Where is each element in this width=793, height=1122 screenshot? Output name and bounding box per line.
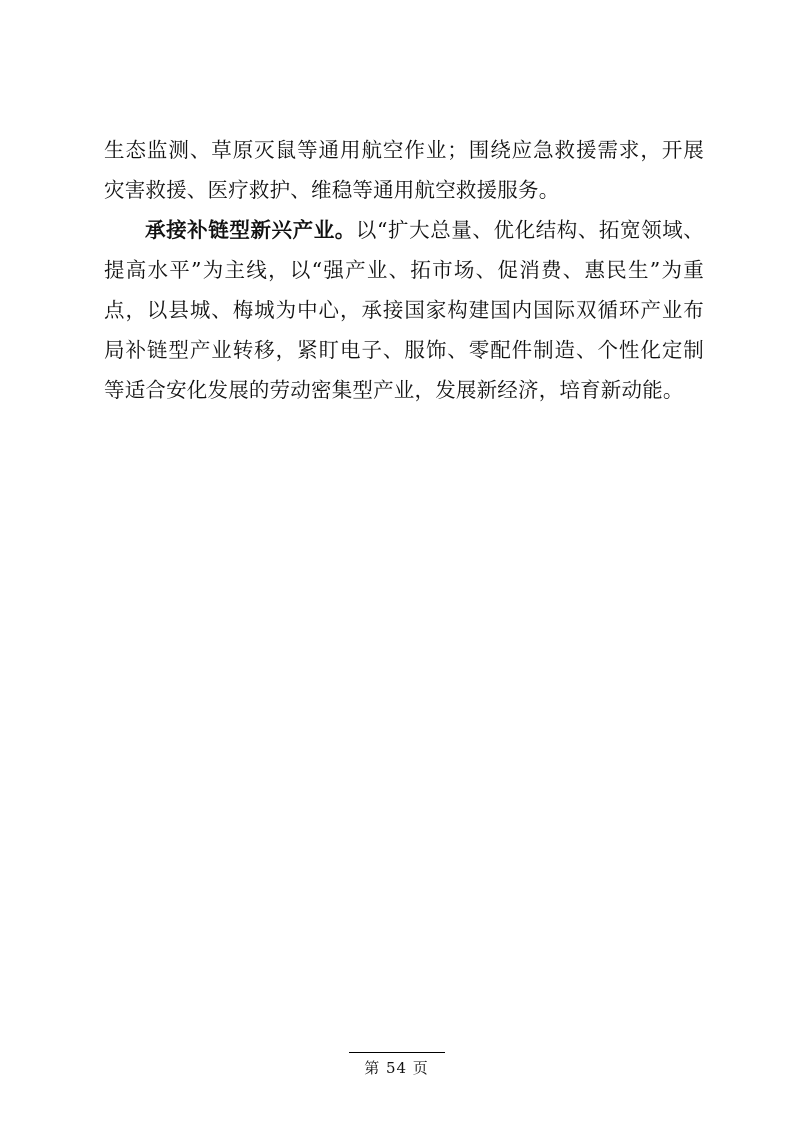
page-number: 第 54 页	[349, 1052, 445, 1078]
page-body	[104, 130, 704, 410]
paragraph-2-lead: 承接补链型新兴产业。	[145, 218, 356, 242]
paragraph-2-text: 以“扩大总量、优化结构、拓宽领域、提高水平”为主线，以“强产业、拓市场、促消费、惠民生”为重点，以县城、梅城为中心，承接国家构建国内国际双循环产业布局补链型产业转移，紧盯电子、服饰、零配件制造、个性化定制等适合安化发展的劳动密集型产业，发展新经济，培育新动能。	[104, 218, 704, 402]
paragraph-2	[104, 210, 704, 410]
paragraph-1	[104, 130, 704, 210]
page-footer	[0, 1052, 793, 1078]
paragraph-1-text: 生态监测、草原灭鼠等通用航空作业；围绕应急救援需求，开展灾害救援、医疗救护、维稳等通用航空救援服务。	[104, 138, 704, 202]
